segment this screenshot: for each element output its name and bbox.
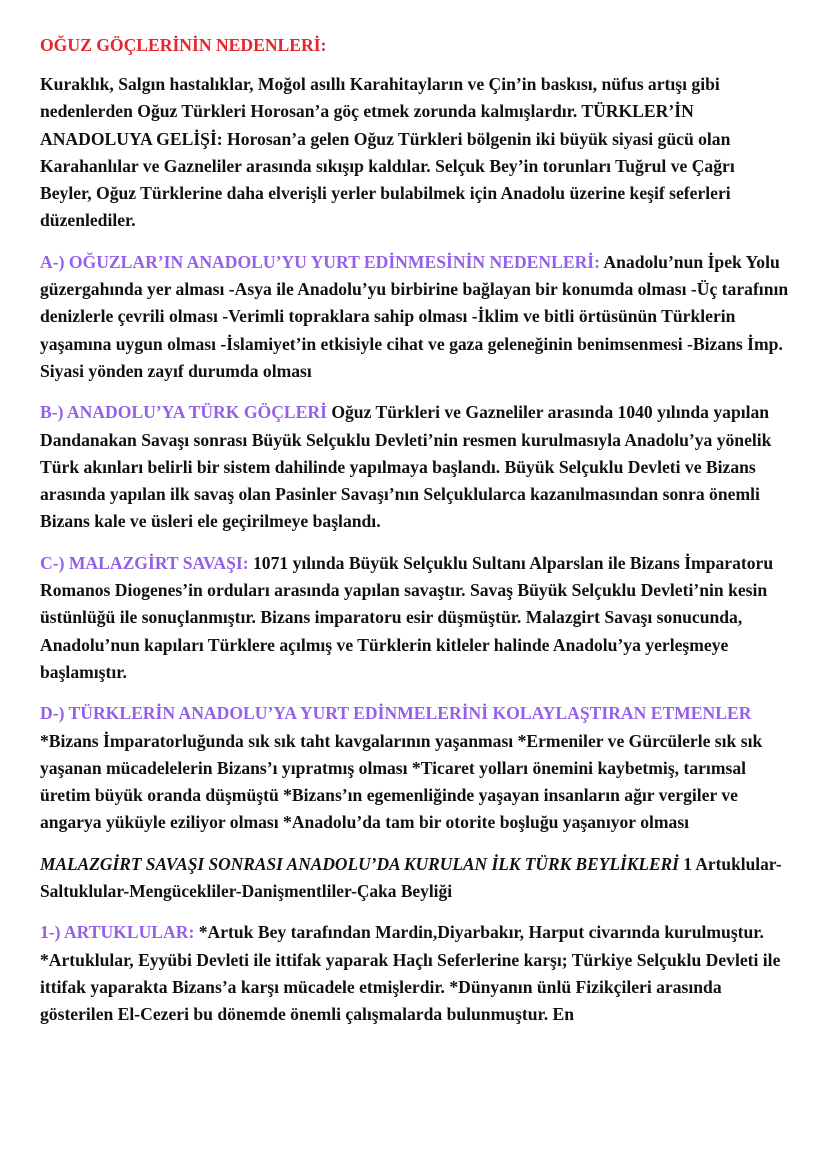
section-d [40,700,790,836]
beylik-body: 1 Artuklular-Saltuklular-Mengücekliler-Danişmentliler-Çaka Beyliği [40,853,782,902]
section-b-heading: B-) ANADOLU’YA TÜRK GÖÇLERİ [40,402,327,423]
document-title: OĞUZ GÖÇLERİNİN NEDENLERİ: [40,35,327,55]
section-a-body: Anadolu’nun İpek Yolu güzergahında yer alması -Asya ile Anadolu’yu birbirine bağlayan bir konumda olması -Üç tarafının denizlerle çevrili olması -Verimli topraklara sahip olması -İklim ve bitli örtüsünün Türklerin yaşamına uygun olması -İslamiyet’in etkisiyle cihat ve gaza geleneğinin benimsenmesi -Bizans İmp. Siyasi yönden zayıf durumda olması [40,251,789,381]
beylik-section [40,851,790,906]
section-c-heading: C-) MALAZGİRT SAVAŞI: [40,552,249,573]
artuklular-heading: 1-) ARTUKLULAR: [40,922,195,943]
section-c [40,550,790,686]
section-a-heading: A-) OĞUZLAR’IN ANADOLU’YU YURT EDİNMESİNİN NEDENLERİ: [40,251,600,272]
beylik-heading: MALAZGİRT SAVAŞI SONRASI ANADOLU’DA KURULAN İLK TÜRK BEYLİKLERİ [40,853,679,874]
section-d-body: *Bizans İmparatorluğunda sık sık taht kavgalarının yaşanması *Ermeniler ve Gürcülerle sık sık yaşanan mücadelelerin Bizans’ı yıpratmış olması *Ticaret yolları önemini kaybetmiş, tarımsal üretim büyük oranda düşmüştü *Bizans’ın egemenliğinde yaşayan insanların ağır vergiler ve angarya yüküyle eziliyor olması *Anadolu’da tam bir otorite boşluğu yaşanıyor olması [40,730,763,833]
artuklular-section [40,919,790,1028]
section-b-body: Oğuz Türkleri ve Gazneliler arasında 1040 yılında yapılan Dandanakan Savaşı sonrası Büyük Selçuklu Devleti’nin resmen kurulmasıyla Anadolu’ya yönelik Türk akınları belirli bir sistem dahilinde yapılmaya başlandı. Büyük Selçuklu Devleti ve Bizans arasında yapılan ilk savaş olan Pasinler Savaşı’nın Selçuklularca kazanılmasından sonra önemli Bizans kale ve üsleri ele geçirilmeye başlandı. [40,402,772,532]
section-b [40,399,790,535]
artuklular-body: *Artuk Bey tarafından Mardin,Diyarbakır, Harput civarında kurulmuştur. *Artuklular, Eyyübi Devleti ile ittifak yaparak Haçlı Seferlerine karşı; Türkiye Selçuklu Devleti ile ittifak yaparakta Bizans’a karşı mücadele etmişlerdir. *Dünyanın ünlü Fizikçileri arasında gösterilen El-Cezeri bu dönemde önemli çalışmalarda bulunmuştur. En [40,922,781,1025]
section-a [40,249,790,385]
section-c-body: 1071 yılında Büyük Selçuklu Sultanı Alparslan ile Bizans İmparatoru Romanos Diogenes’in orduları arasında yapılan savaştır. Savaş Büyük Selçuklu Devleti’nin kesin üstünlüğü ile sonuçlanmıştır. Bizans imparatoru esir düşmüştür. Malazgirt Savaşı sonucunda, Anadolu’nun kapıları Türklere açılmış ve Türklerin kitleler halinde Anadolu’ya yerleşmeye başlamıştır. [40,552,774,682]
section-d-heading: D-) TÜRKLERİN ANADOLU’YA YURT EDİNMELERİNİ KOLAYLAŞTIRAN ETMENLER [40,703,752,724]
intro-paragraph: Kuraklık, Salgın hastalıklar, Moğol asıllı Karahitayların ve Çin’in baskısı, nüfus artışı gibi nedenlerden Oğuz Türkleri Horosan’a göç etmek zorunda kalmışlardır. TÜRKLER’İN ANADOLUYA GELİŞİ: Horosan’a gelen Oğuz Türkleri bölgenin iki büyük siyasi gücü olan Karahanlılar ve Gazneliler arasında sıkışıp kaldılar. Selçuk Bey’in torunları Tuğrul ve Çağrı Beyler, Oğuz Türklerine daha elverişli yerler bulabilmek için Anadolu üzerine keşif seferleri düzenlediler. [40,74,735,231]
